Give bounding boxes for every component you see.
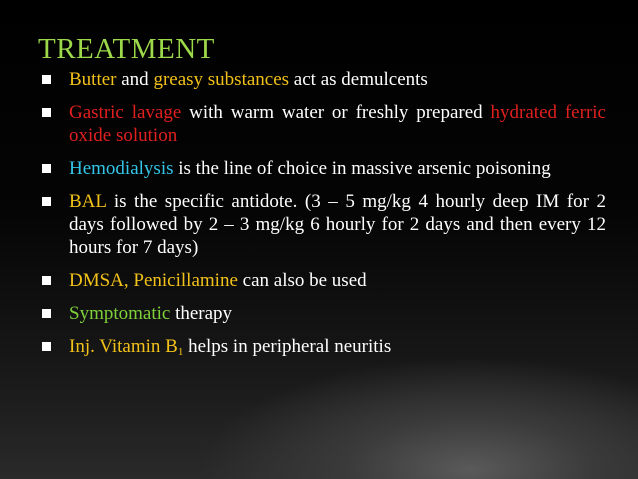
square-bullet-icon — [42, 342, 51, 351]
bullet-item-bal — [40, 190, 606, 259]
square-bullet-icon — [42, 75, 51, 84]
highlight-greasy-substances: greasy substances — [153, 69, 290, 90]
highlight-symptomatic: Symptomatic — [69, 303, 171, 324]
highlight-hemodialysis: Hemodialysis — [69, 158, 174, 179]
highlight-gastric-lavage: Gastric lavage — [69, 102, 182, 123]
bullet-text: and — [116, 69, 154, 90]
highlight-vitamin-b: Inj. Vitamin B — [69, 336, 178, 357]
bullet-text: is the specific antidote. (3 – 5 mg/kg 4 hourly deep IM for 2 days followed by 2 – 3 mg/kg 6 hourly for 2 days and then every 12 hours for 7 days) — [69, 191, 606, 258]
highlight-bal: BAL — [69, 191, 107, 212]
subscript-1: 1 — [177, 346, 184, 358]
bullet-text: is the line of choice in massive arsenic poisoning — [173, 158, 551, 179]
square-bullet-icon — [42, 164, 51, 173]
bullet-text: therapy — [170, 303, 233, 324]
bullet-item-symptomatic — [40, 302, 606, 325]
highlight-dmsa-penicillamine: DMSA, Penicillamine — [69, 270, 238, 291]
slide-title: TREATMENT — [38, 33, 215, 65]
bullet-item-gastric-lavage — [40, 101, 606, 147]
highlight-butter: Butter — [69, 69, 117, 90]
bullet-text: with warm water or freshly prepared — [181, 102, 491, 123]
square-bullet-icon — [42, 108, 51, 117]
bullet-item-vitamin-b1 — [40, 335, 606, 364]
bullet-text: can also be used — [237, 270, 367, 291]
square-bullet-icon — [42, 309, 51, 318]
square-bullet-icon — [42, 276, 51, 285]
bullet-text: helps in peripheral neuritis — [183, 336, 392, 357]
bullet-item-dmsa — [40, 269, 606, 292]
bullet-list — [40, 68, 606, 374]
square-bullet-icon — [42, 197, 51, 206]
bullet-text: act as demulcents — [289, 69, 428, 90]
highlight-ferric-oxide: hydrated ferric oxide solution — [69, 102, 606, 146]
bullet-item-demulcents — [40, 68, 606, 91]
bullet-item-hemodialysis — [40, 157, 606, 180]
